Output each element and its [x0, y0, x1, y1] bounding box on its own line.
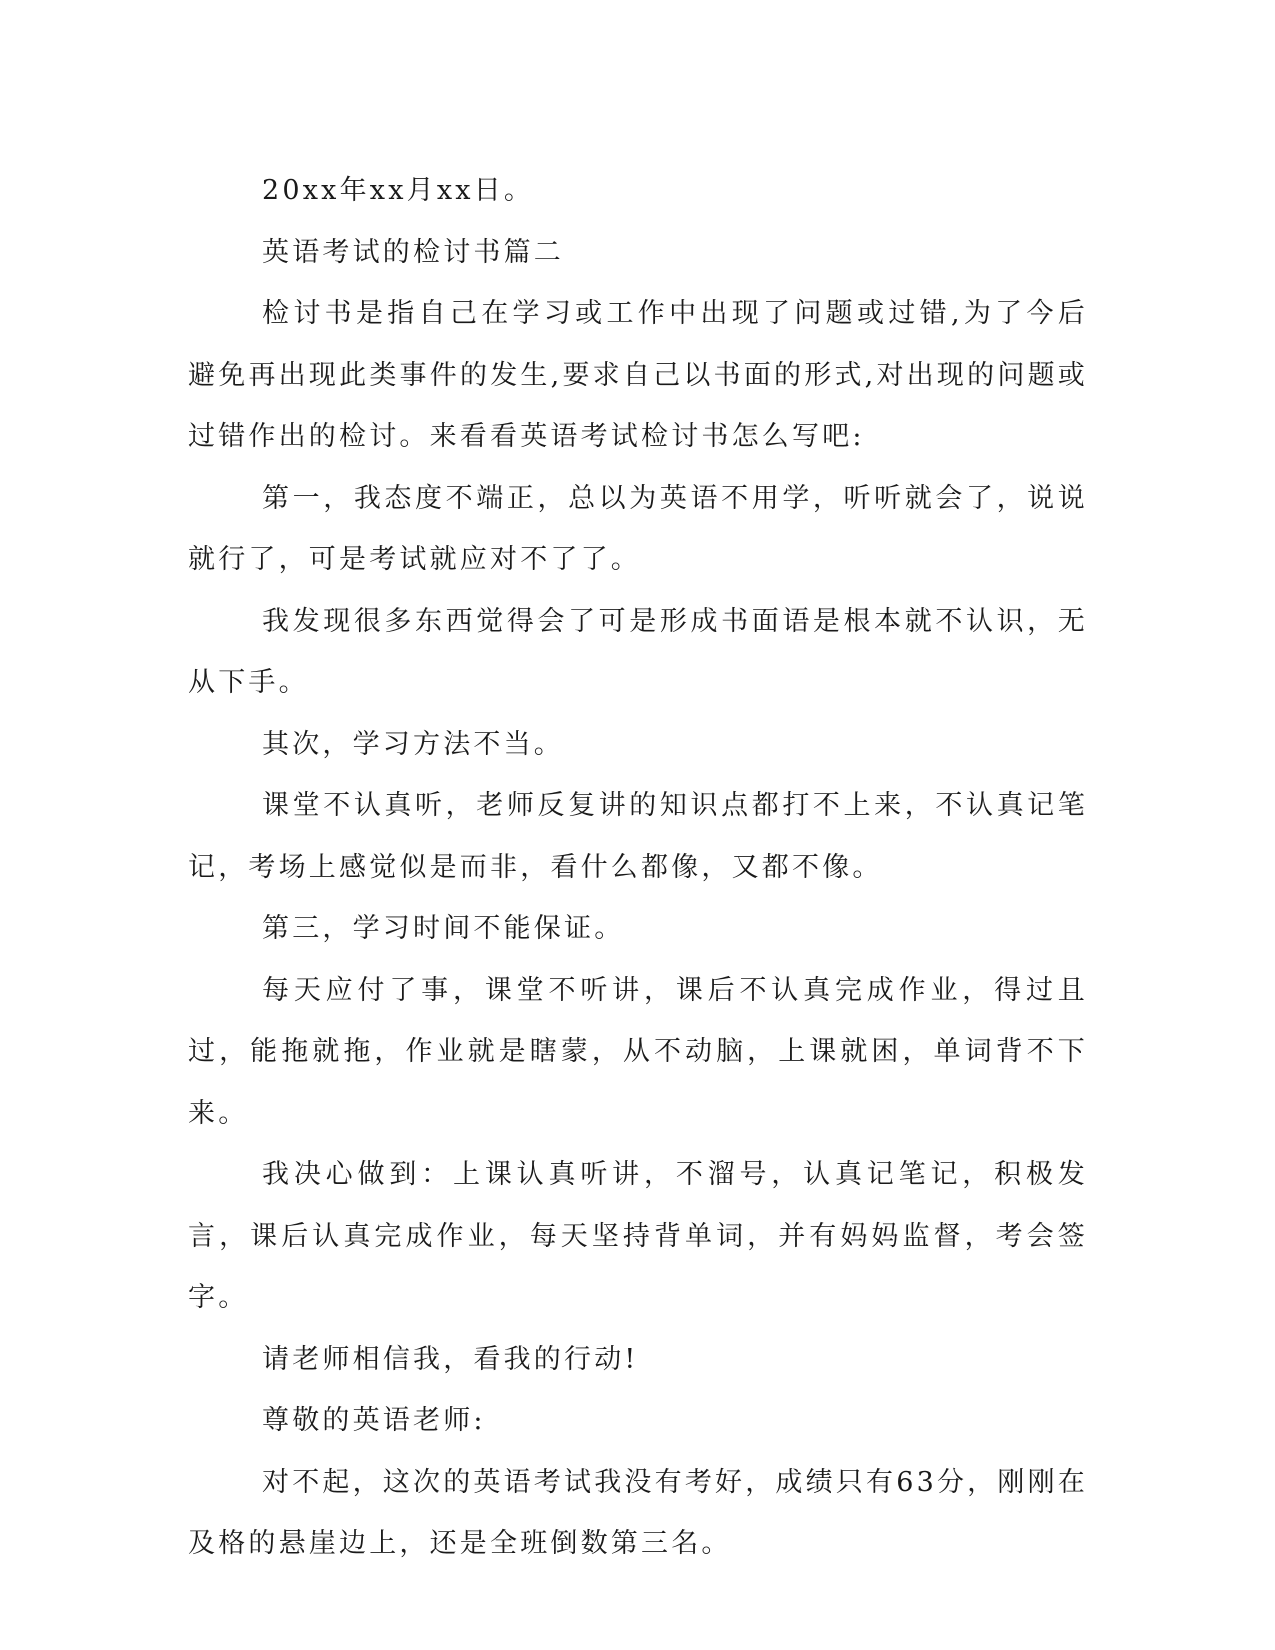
document-body — [188, 160, 1088, 1575]
paragraph: 每天应付了事，课堂不听讲，课后不认真完成作业，得过且过，能拖就拖，作业就是瞎蒙，从不动脑，上课就困，单词背不下来。 — [188, 974, 1088, 1129]
paragraph: 第一，我态度不端正，总以为英语不用学，听听就会了，说说就行了，可是考试就应对不了了。 — [188, 482, 1088, 575]
paragraph: 课堂不认真听，老师反复讲的知识点都打不上来，不认真记笔记，考场上感觉似是而非，看什么都像，又都不像。 — [188, 790, 1088, 883]
salutation: 尊敬的英语老师: — [262, 1405, 486, 1436]
paragraph: 其次，学习方法不当。 — [262, 728, 564, 760]
paragraph: 我决心做到：上课认真听讲，不溜号，认真记笔记，积极发言，课后认真完成作业，每天坚持背单词，并有妈妈监督，考会签字。 — [188, 1159, 1088, 1313]
paragraph: 请老师相信我，看我的行动! — [262, 1343, 639, 1375]
paragraph: 检讨书是指自己在学习或工作中出现了问题或过错,为了今后避免再出现此类事件的发生,要求自己以书面的形式,对出现的问题或过错作出的检讨。来看看英语考试检讨书怎么写吧: — [188, 298, 1088, 452]
date-line: 20xx年xx月xx日。 — [262, 175, 535, 206]
paragraph: 第三，学习时间不能保证。 — [262, 913, 625, 944]
paragraph: 我发现很多东西觉得会了可是形成书面语是根本就不认识，无从下手。 — [188, 605, 1088, 698]
section-title: 英语考试的检讨书篇二 — [262, 236, 564, 268]
paragraph: 对不起，这次的英语考试我没有考好，成绩只有63分，刚刚在及格的悬崖边上，还是全班倒数第三名。 — [188, 1466, 1088, 1559]
